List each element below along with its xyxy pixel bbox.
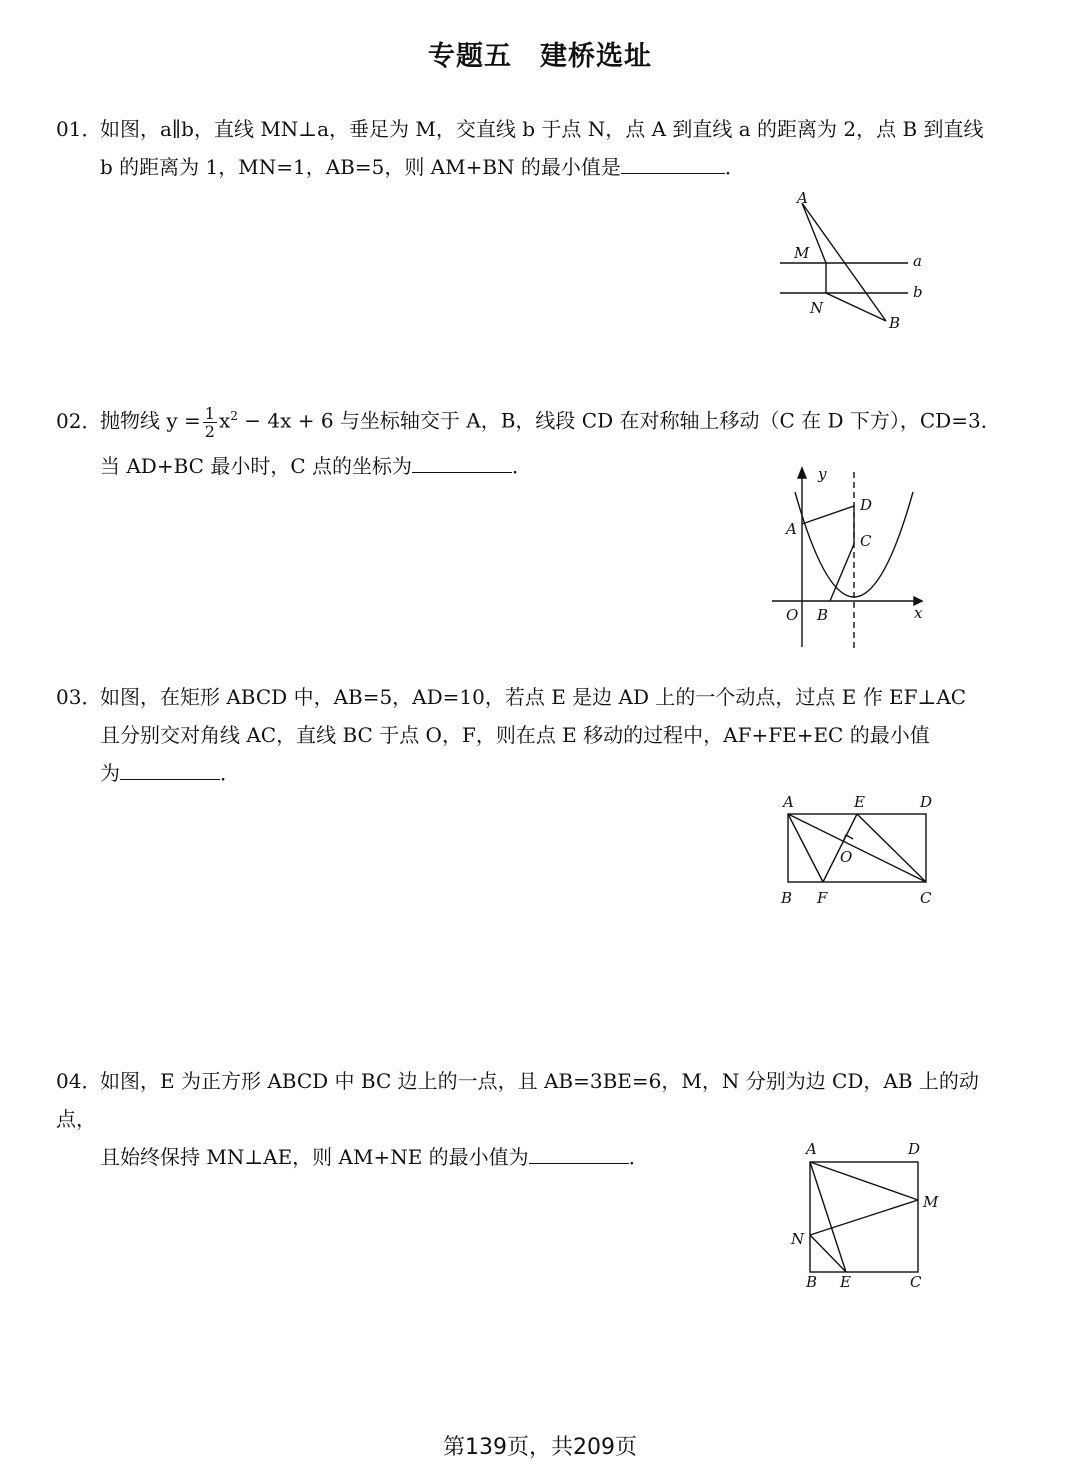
problem-01 [56, 110, 1016, 186]
label-f: F [817, 889, 828, 907]
label-n: N [791, 1230, 805, 1248]
figure-01 [770, 185, 950, 335]
segment-af [788, 814, 823, 882]
label-d: D [908, 1140, 921, 1158]
label-n: N [810, 299, 824, 317]
problem-text: b 的距离为 1，MN=1，AB=5，则 AM+BN 的最小值是 [100, 155, 621, 179]
label-e: E [854, 793, 865, 811]
label-x: x [914, 604, 923, 622]
label-c: C [920, 889, 932, 907]
label-a: A [783, 793, 794, 811]
label-a: A [786, 520, 797, 538]
problem-03-line2 [56, 716, 1016, 754]
label-b: B [806, 1273, 818, 1291]
answer-blank[interactable] [412, 450, 512, 473]
answer-blank[interactable] [529, 1141, 629, 1164]
problem-text: 且分别交对角线 AC，直线 BC 于点 O，F，则在点 E 移动的过程中，AF+FE+EC 的最小值 [100, 723, 930, 747]
label-o: O [840, 848, 853, 866]
label-b: B [817, 606, 829, 624]
segment-mn [810, 1200, 918, 1235]
label-line-a: a [913, 252, 922, 270]
path-adcb [802, 506, 854, 601]
diagonal-ac [788, 814, 926, 882]
problem-text: 且始终保持 MN⊥AE，则 AM+NE 的最小值为 [100, 1145, 529, 1169]
right-angle-mark [843, 835, 853, 842]
problem-number: 03． [56, 685, 102, 709]
segment-am [810, 1162, 918, 1200]
fraction-half [203, 405, 217, 440]
label-line-b: b [913, 283, 923, 301]
figure-02 [762, 462, 942, 652]
punctuation: ． [511, 453, 532, 478]
problem-number: 04． [56, 1069, 102, 1093]
label-d: D [860, 496, 873, 514]
page-title: 专题五 建桥选址 [428, 41, 652, 72]
exponent: 2 [230, 409, 238, 423]
variable-x: x [218, 408, 231, 433]
label-c: C [910, 1273, 922, 1291]
problem-02-line1 [56, 394, 1016, 443]
label-a: A [806, 1140, 817, 1158]
problem-number: 01． [56, 117, 102, 141]
problem-number: 02． [56, 408, 102, 433]
segment-ec [857, 814, 926, 882]
figure-03 [770, 790, 950, 910]
problem-text: 为 [100, 761, 120, 785]
problem-03 [56, 678, 1016, 792]
punctuation: ． [724, 155, 745, 179]
problem-04-line1 [56, 1062, 1016, 1138]
answer-blank[interactable] [621, 151, 725, 174]
segment-ae [810, 1162, 846, 1272]
fraction-denominator: 2 [204, 421, 215, 441]
label-c: C [860, 532, 872, 550]
punctuation: ． [220, 761, 240, 785]
problem-03-line1 [56, 678, 1016, 716]
label-e: E [840, 1273, 851, 1291]
problem-text: 当 AD+BC 最小时，C 点的坐标为 [100, 453, 412, 478]
problem-01-line2 [56, 148, 1016, 186]
problem-text: − 4x + 6 与坐标轴交于 A，B，线段 CD 在对称轴上移动（C 在 D 下方），CD=3． [237, 408, 1001, 433]
problem-text: 抛物线 y = [100, 408, 201, 433]
punctuation: ． [628, 1145, 649, 1169]
y-axis-arrow [798, 468, 806, 478]
problem-text: 如图，a∥b，直线 MN⊥a，垂足为 M，交直线 b 于点 N，点 A 到直线 a 的距离为 2，点 B 到直线 [100, 117, 984, 141]
label-a-point: A [797, 189, 808, 207]
page-footer: 第139页，共209页 [443, 1435, 637, 1460]
label-m: M [923, 1193, 939, 1211]
label-y: y [818, 465, 827, 483]
label-b-point: B [889, 314, 901, 332]
problem-text: 如图，在矩形 ABCD 中，AB=5，AD=10，若点 E 是边 AD 上的一个动点，过点 E 作 EF⊥AC [100, 685, 967, 709]
problem-01-line1 [56, 110, 1016, 148]
label-b: B [781, 889, 793, 907]
answer-blank[interactable] [120, 757, 220, 780]
label-d: D [920, 793, 933, 811]
fraction-numerator: 1 [204, 403, 215, 423]
problem-text: 如图，E 为正方形 ABCD 中 BC 边上的一点，且 AB=3BE=6，M，N 分别为边 CD，AB 上的动点， [56, 1069, 979, 1131]
figure-04 [780, 1135, 960, 1295]
label-o: O [786, 606, 799, 624]
problem-03-line3 [56, 754, 1016, 792]
label-m: M [794, 244, 810, 262]
